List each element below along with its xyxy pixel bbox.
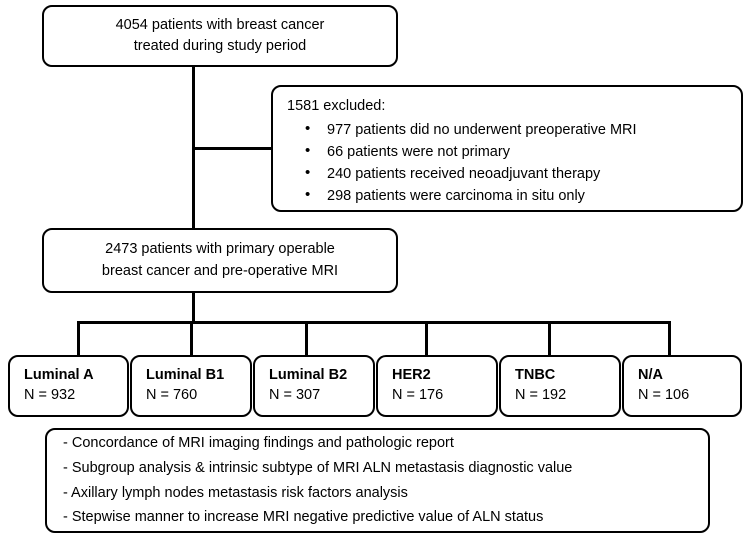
node-included-patients-line1: 2473 patients with primary operable (105, 241, 335, 258)
connector-included-down (192, 293, 195, 323)
subtype-count: N = 307 (269, 387, 321, 403)
analysis-line: - Stepwise manner to increase MRI negative predictive value of ALN status (63, 509, 544, 526)
list-item: • 240 patients received neoadjuvant therapy (305, 163, 637, 185)
excluded-reason-list (287, 119, 637, 207)
list-item: • 298 patients were carcinoma in situ only (305, 185, 637, 207)
connector-drop-1 (77, 321, 80, 357)
subtype-name: TNBC (515, 367, 556, 384)
node-total-patients (42, 5, 398, 67)
analysis-line: - Subgroup analysis & intrinsic subtype of MRI ALN metastasis diagnostic value (63, 459, 573, 476)
subtype-name: Luminal B1 (146, 367, 225, 384)
subtype-count: N = 932 (24, 387, 76, 403)
node-total-patients-line2: treated during study period (133, 38, 307, 54)
subtype-count: N = 106 (638, 387, 690, 403)
excluded-title: 1581 excluded: (287, 98, 386, 114)
subtype-name: Luminal A (24, 367, 94, 384)
list-item: • 66 patients were not primary (305, 141, 637, 163)
node-total-patients-line1: 4054 patients with breast cancer (115, 16, 325, 33)
subtype-name: Luminal B2 (269, 367, 348, 384)
node-subtype-luminal-b2 (253, 355, 375, 417)
node-included-patients (42, 228, 398, 293)
node-subtype-her2 (376, 355, 498, 417)
node-subtype-luminal-a (8, 355, 129, 417)
node-analyses (45, 428, 710, 533)
connector-drop-4 (425, 321, 428, 357)
connector-to-excluded (192, 147, 274, 150)
connector-drop-2 (190, 321, 193, 357)
subtype-count: N = 192 (515, 387, 567, 403)
node-subtype-tnbc (499, 355, 621, 417)
analysis-line: - Axillary lymph nodes metastasis risk factors analysis (63, 484, 408, 501)
connector-drop-6 (668, 321, 671, 357)
analysis-line: - Concordance of MRI imaging findings and pathologic report (63, 434, 454, 451)
node-subtype-na (622, 355, 742, 417)
connector-drop-5 (548, 321, 551, 357)
node-subtype-luminal-b1 (130, 355, 252, 417)
connector-subtype-bar (77, 321, 671, 324)
list-item: • 977 patients did no underwent preoperative MRI (305, 119, 637, 141)
subtype-name: HER2 (392, 367, 431, 384)
subtype-count: N = 176 (392, 387, 444, 403)
subtype-count: N = 760 (146, 387, 198, 403)
subtype-name: N/A (638, 367, 663, 384)
node-excluded-patients (271, 85, 743, 212)
node-included-patients-line2: breast cancer and pre-operative MRI (101, 262, 339, 279)
connector-drop-3 (305, 321, 308, 357)
